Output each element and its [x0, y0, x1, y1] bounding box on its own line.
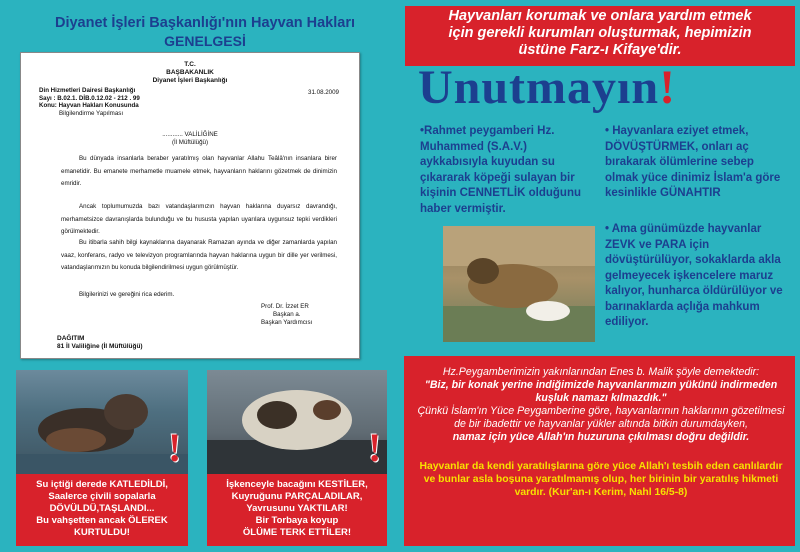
- banner-line1: Hayvanları korumak ve onlara yardım etmek: [448, 8, 752, 24]
- doc-paragraph-2: Ancak toplumumuzda bazı vatandaşlarımızın hayvan haklarına duyarsız davrandığı, merhametsizce davranışlarda bulunduğu ve bu hususta yapılan uyarılara uygunsuz tepki verdikleri görülmektedir.: [61, 203, 337, 235]
- doc-distribution-label: DAĞITIM: [57, 335, 85, 342]
- caption-box-2: [207, 474, 387, 546]
- injured-dog-photo-2: [207, 370, 387, 474]
- bullet-eziyet: • Hayvanlara eziyet etmek, DÖVÜŞTÜRMEK, onları aç bırakarak ölümlerine sebep olmak yüce dinimiz İslam'a göre kesinlikle GÜNAHTIR: [605, 125, 781, 199]
- doc-addressee-line2: (İl Müftülüğü): [171, 139, 209, 146]
- hadis-box: [404, 356, 795, 546]
- hadis-intro: Hz.Peygamberimizin yakınlarından Enes b. Malik şöyle demektedir:: [442, 366, 760, 378]
- bullet-rahmet: •Rahmet peygamberi Hz. Muhammed (S.A.V.) aykkabısıyla kuyudan su çıkararak köpeği sulayan bir kişinin CENNETLİK olduğunu haber vermiştir.: [420, 125, 581, 215]
- doc-signature-name: Prof. Dr. İzzet ER: [261, 303, 309, 310]
- caption-1-line4: Bu vahşetten ancak ÖLEREK: [36, 515, 168, 526]
- doc-header-basbakanlik: BAŞBAKANLIK: [166, 69, 214, 76]
- ayet-text: Hayvanlar da kendi yaratılışlarına göre yüce Allah'ı tesbih eden canlılardır ve bunlar asla boşuna yaratılmamış olup, her birinin bir yaratılış hikmeti vardır. (Kur'an-ı Kerim, Nahl 16/5-8): [419, 461, 783, 498]
- hadis-body: Çünkü İslam'ın Yüce Peygamberine göre, hayvanlarının haklarının gözetilmesi de bir ibadettir ve hayvanlar yükler altında bitkin durumdayken,: [417, 405, 785, 430]
- dog-and-puppy-photo: [443, 226, 595, 342]
- caption-2-line1: İşkenceyle bacağını KESTİLER,: [226, 479, 368, 490]
- doc-addressee-line1: ............ VALİLİĞİNE: [162, 131, 218, 138]
- doc-header-tc: T.C.: [184, 61, 196, 68]
- exclamation-mark-1: !: [168, 425, 182, 470]
- caption-2-line3: Yavrusunu YAKTILAR!: [246, 503, 348, 514]
- headline: [418, 60, 788, 120]
- caption-2-line2: Kuyruğunu PARÇALADILAR,: [231, 491, 363, 502]
- caption-1-line2: Saalerce çivili sopalarla: [48, 491, 156, 502]
- doc-signature-role1: Başkan a.: [273, 311, 301, 318]
- injured-dog-photo-2-image: [207, 370, 387, 474]
- injured-dog-photo-1: [16, 370, 188, 474]
- genelge-title-line2: GENELGESİ: [164, 33, 246, 49]
- doc-konu2: Bilgilendirme Yapılması: [59, 109, 124, 117]
- doc-distribution: [57, 335, 143, 351]
- genelge-title-line1: Diyanet İşleri Başkanlığı'nın Hayvan Hakları: [54, 15, 356, 31]
- doc-addressee: [21, 131, 359, 147]
- doc-date: 31.08.2009: [308, 89, 339, 96]
- banner-line2: için gerekli kurumları oluşturmak, hepimizin: [448, 25, 752, 41]
- caption-2-line4: Bir Torbaya koyup: [255, 515, 339, 526]
- doc-signature: [261, 303, 312, 327]
- banner-line3: üstüne Farz-ı Kifaye'dir.: [518, 42, 682, 58]
- doc-signature-role2: Başkan Yardımcısı: [261, 319, 313, 326]
- injured-dog-photo-1-image: [16, 370, 188, 474]
- headline-exclamation: !: [659, 61, 677, 114]
- exclamation-mark-2: !: [368, 425, 382, 470]
- caption-1-line1: Su içtiği derede KATLEDİLDİ,: [36, 479, 168, 490]
- doc-distribution-list: 81 İl Valiliğine (İl Müftülüğü): [57, 343, 143, 350]
- doc-header-diyanet: Diyanet İşleri Başkanlığı: [152, 77, 228, 84]
- doc-office: Din Hizmetleri Dairesi Başkanlığı: [39, 87, 136, 94]
- caption-box-1: [16, 474, 188, 546]
- headline-text: Unutmayın: [418, 61, 660, 114]
- caption-2-line5: ÖLÜME TERK ETTİLER!: [242, 527, 352, 538]
- genelge-title: [40, 14, 370, 50]
- caption-1-line5: KURTULDU!: [74, 527, 130, 538]
- hadis-body-bold: namaz için yüce Allah'ın huzuruna çıkılması doğru değildir.: [452, 431, 750, 443]
- doc-konu: Konu: Hayvan Hakları Konusunda: [39, 102, 139, 109]
- doc-paragraph-4: Bilgilerinizi ve gereğini rica ederim.: [79, 291, 175, 298]
- official-document: [20, 52, 360, 359]
- farz-banner: [405, 6, 795, 66]
- hadis-quote: "Biz, bir konak yerine indiğimizde hayvanlarımızın yükünü indirmeden kuşluk namazı kılmazdık.": [424, 379, 778, 404]
- doc-sayi: Sayı : B.02.1. DİB.0.12.02 - 212 . 99: [39, 94, 140, 102]
- doc-paragraph-3: Bu itibarla sahih bilgi kaynaklarına dayanarak Ramazan ayında ve diğer zamanlarda yapılan vaaz, konferans, radyo ve televizyon programlarında hayvan haklarına uygun bir dille yer verilmesi, vatandaşlarımızın bu konuda bilgilendirilmesi uygun görülmüştür.: [61, 239, 337, 271]
- dog-and-puppy-photo-image: [443, 226, 595, 342]
- doc-meta: [39, 87, 339, 117]
- caption-1-line3: DÖVÜLDÜ,TAŞLANDI...: [49, 503, 155, 514]
- bullet-gunumuzde: • Ama günümüzde hayvanlar ZEVK ve PARA için dövüştürülüyor, sokaklarda akla gelmeyecek işkencelere maruz kalıyor, hunharca öldürülüyor ve barınaklarda açlığa mahkum ediliyor.: [605, 223, 783, 328]
- doc-paragraph-1: Bu dünyada insanlarla beraber yaratılmış olan hayvanlar Allahu Teâlâ'nın insanlara birer emanetidir. Bu emanete merhametle muamele etmek, hayvanların haklarını gözetmek de dinimizin emridir.: [61, 155, 337, 187]
